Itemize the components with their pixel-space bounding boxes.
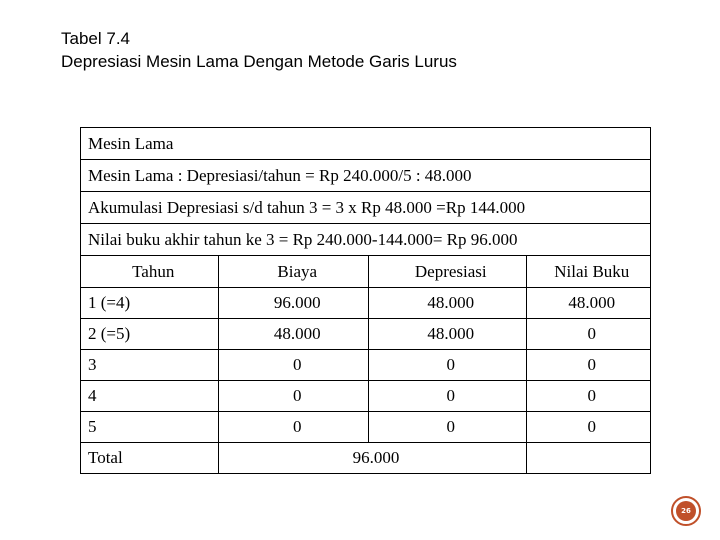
cell-depresiasi: 0 (369, 350, 527, 381)
info-line-annual-depreciation: Mesin Lama : Depresiasi/tahun = Rp 240.000/5 : 48.000 (81, 160, 651, 192)
cell-nilai-buku: 0 (526, 381, 650, 412)
total-value: 96.000 (219, 443, 526, 474)
cell-year: 1 (=4) (81, 288, 219, 319)
cell-depresiasi: 48.000 (369, 319, 527, 350)
total-empty-cell (526, 443, 650, 474)
cell-biaya: 48.000 (219, 319, 369, 350)
cell-year: 5 (81, 412, 219, 443)
table-row (81, 288, 651, 319)
table-header-row (81, 256, 651, 288)
cell-biaya: 96.000 (219, 288, 369, 319)
page-number-badge (671, 496, 701, 526)
table-caption: Tabel 7.4 (61, 29, 130, 48)
info-line-accumulated: Akumulasi Depresiasi s/d tahun 3 = 3 x Rp 48.000 =Rp 144.000 (81, 192, 651, 224)
cell-biaya: 0 (219, 350, 369, 381)
cell-year: 4 (81, 381, 219, 412)
header-depresiasi: Depresiasi (369, 256, 527, 288)
table-row (81, 381, 651, 412)
table-row (81, 350, 651, 381)
cell-nilai-buku: 48.000 (526, 288, 650, 319)
table-row (81, 412, 651, 443)
header-nilai-buku: Nilai Buku (526, 256, 650, 288)
cell-depresiasi: 0 (369, 381, 527, 412)
cell-nilai-buku: 0 (526, 319, 650, 350)
cell-biaya: 0 (219, 412, 369, 443)
info-row (81, 192, 651, 224)
header-tahun: Tahun (81, 256, 219, 288)
cell-biaya: 0 (219, 381, 369, 412)
info-row (81, 224, 651, 256)
cell-depresiasi: 48.000 (369, 288, 527, 319)
info-row (81, 160, 651, 192)
cell-nilai-buku: 0 (526, 412, 650, 443)
cell-year: 3 (81, 350, 219, 381)
page-number: 26 (676, 501, 696, 521)
info-line-machine: Mesin Lama (81, 128, 651, 160)
table-row (81, 319, 651, 350)
cell-nilai-buku: 0 (526, 350, 650, 381)
table-subtitle: Depresiasi Mesin Lama Dengan Metode Garis Lurus (61, 52, 457, 71)
cell-year: 2 (=5) (81, 319, 219, 350)
cell-depresiasi: 0 (369, 412, 527, 443)
info-line-book-value: Nilai buku akhir tahun ke 3 = Rp 240.000-144.000= Rp 96.000 (81, 224, 651, 256)
header-biaya: Biaya (219, 256, 369, 288)
slide-title (61, 27, 457, 73)
info-row (81, 128, 651, 160)
total-label: Total (81, 443, 219, 474)
total-row (81, 443, 651, 474)
depreciation-table (80, 127, 651, 474)
